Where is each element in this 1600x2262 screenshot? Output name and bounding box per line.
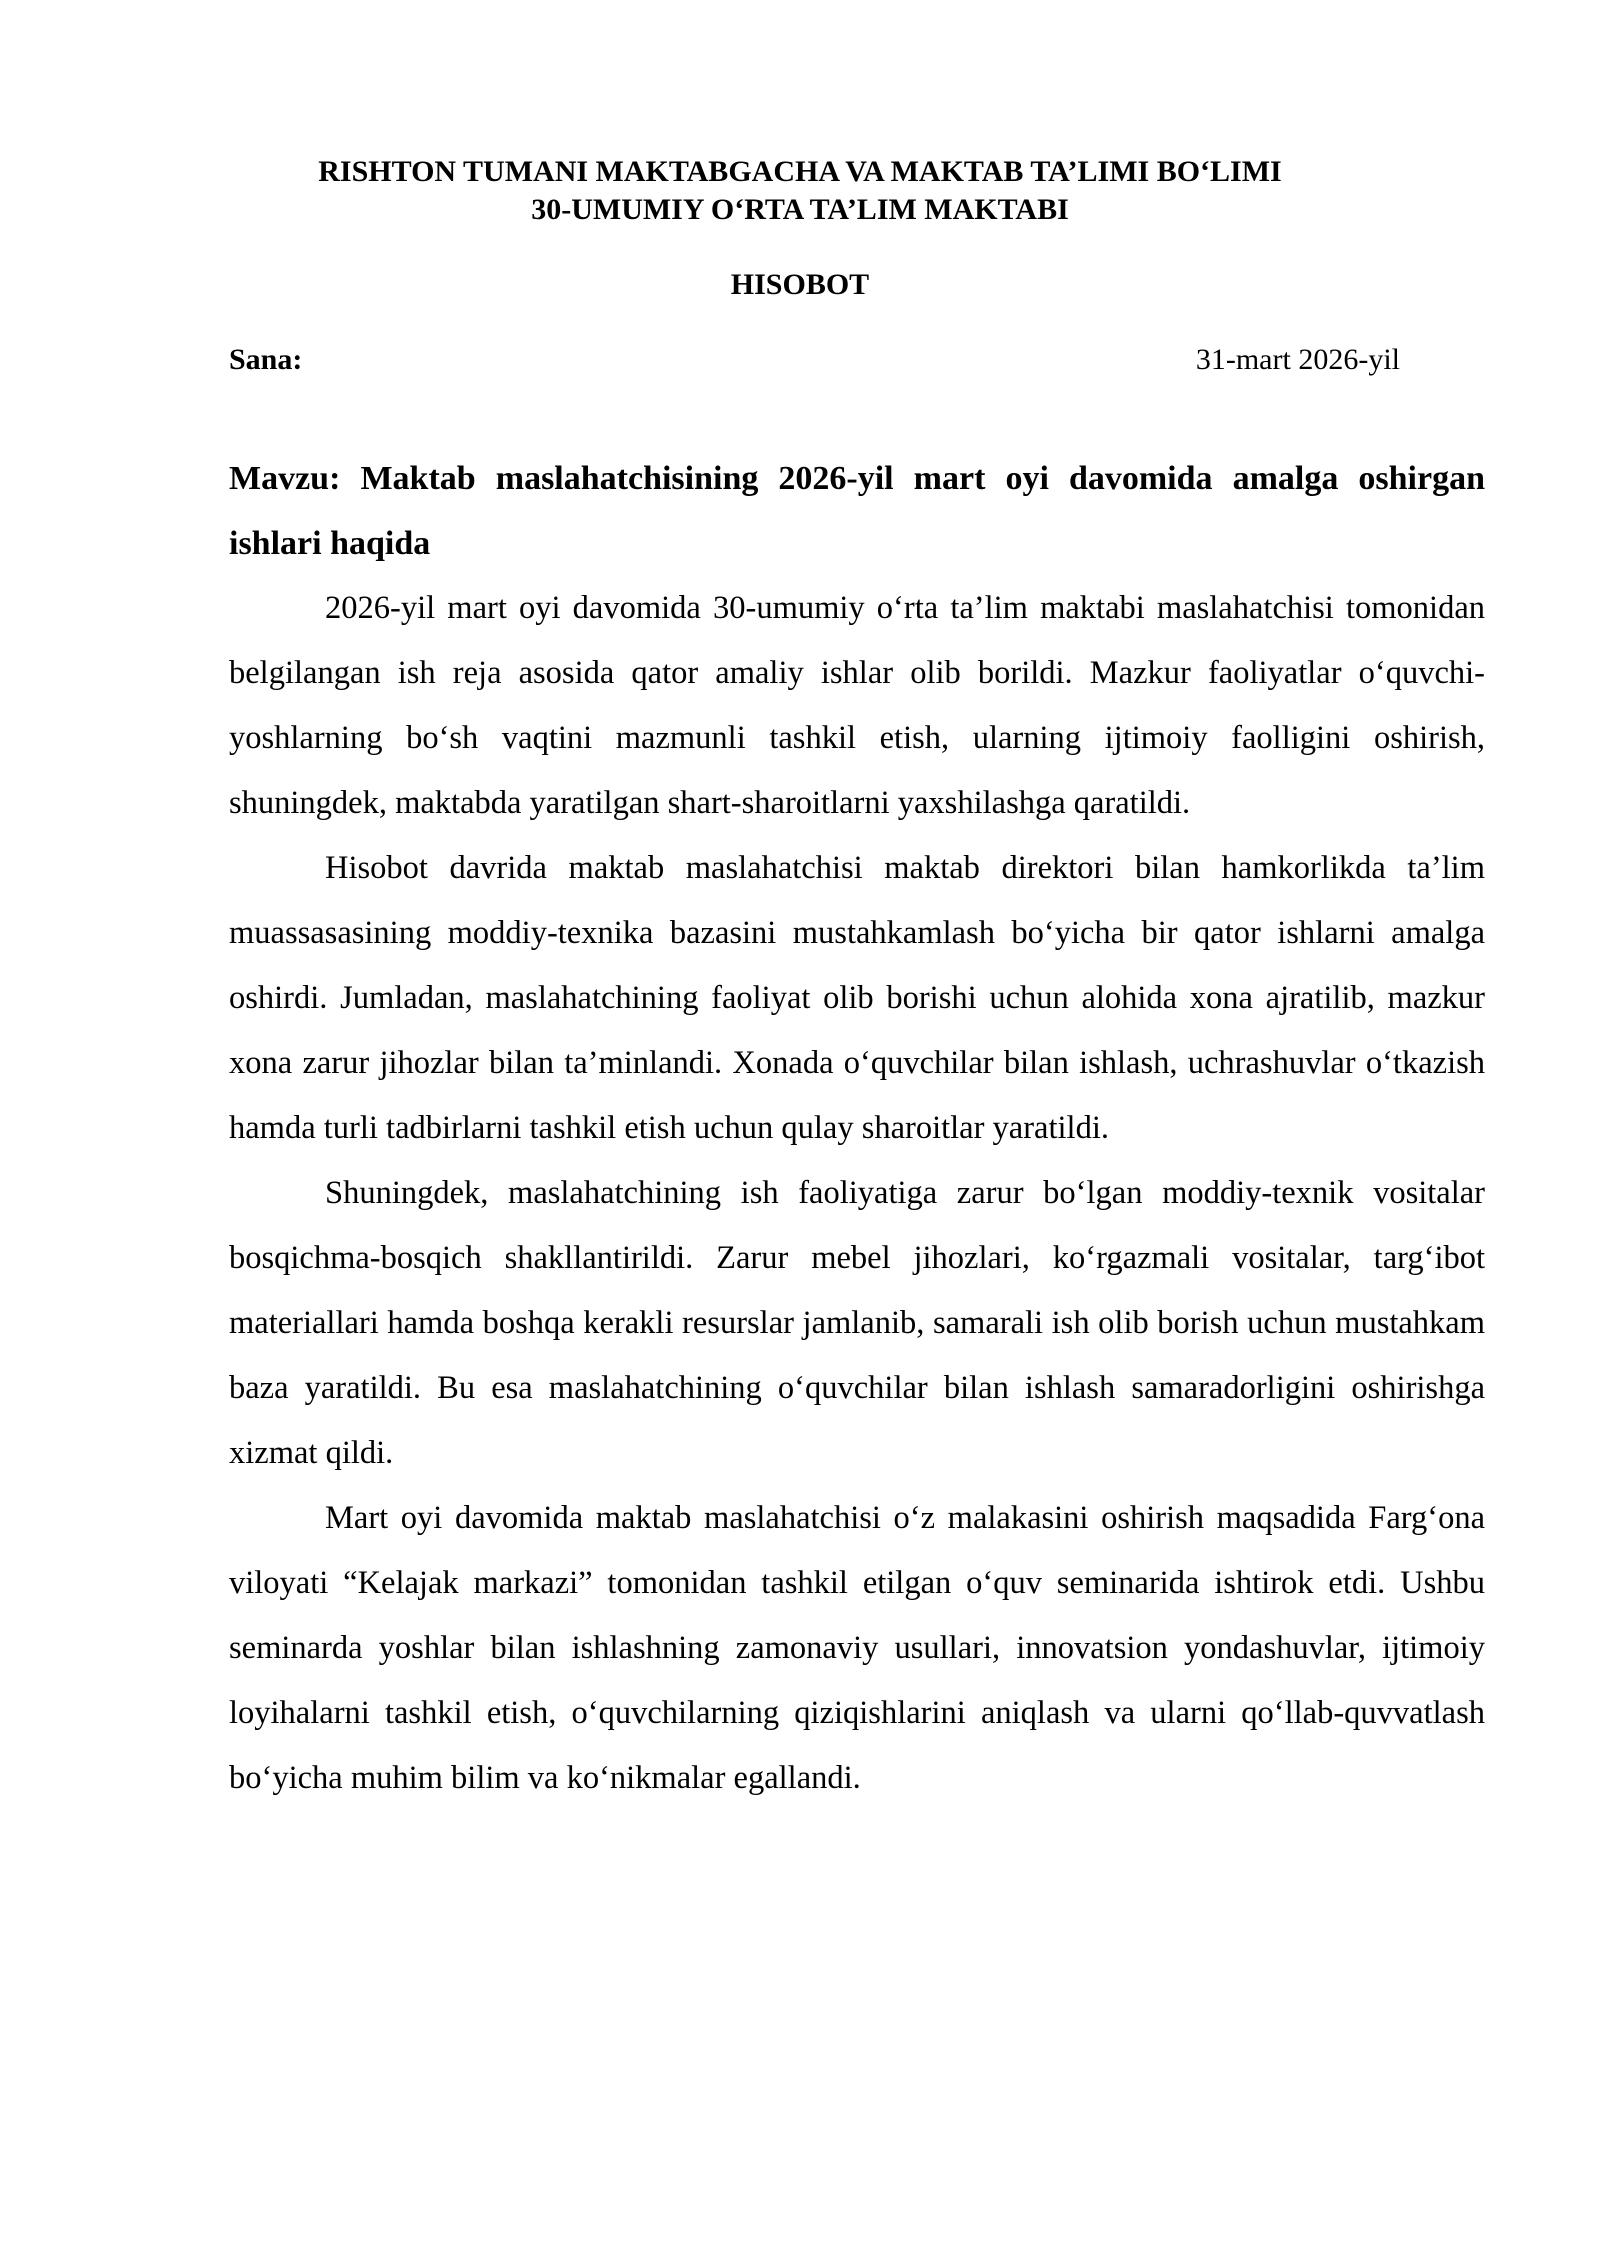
header-school-line: 30-UMUMIY O‘RTA TA’LIM MAKTABI <box>531 193 1069 226</box>
document-body <box>229 446 1485 1811</box>
date-value: 31-mart 2026-yil <box>1195 343 1400 376</box>
paragraph-3: Shuningdek, maslahatchining ish faoliyatiga zarur bo‘lgan moddiy-texnik vositalar bosqichma-bosqich shakllantirildi. Zarur mebel jihozlari, ko‘rgazmali vositalar, targ‘ibot materiallari hamda boshqa kerakli resurslar jamlanib, samarali ish olib borish uchun mustahkam baza yaratildi. Bu esa maslahatchining o‘quvchilar bilan ishlash samaradorligini oshirishga xizmat qildi. <box>229 1175 1485 1471</box>
document-header <box>229 153 1371 229</box>
document-title: HISOBOT <box>730 268 870 301</box>
header-institution-line: RISHTON TUMANI MAKTABGACHA VA MAKTAB TA’LIMI BO‘LIMI <box>318 155 1282 188</box>
topic-heading: Mavzu: Maktab maslahatchisining 2026-yil mart oyi davomida amalga oshirgan ishlari haqida <box>229 460 1485 562</box>
paragraph-1: 2026-yil mart oyi davomida 30-umumiy o‘rta ta’lim maktabi maslahatchisi tomonidan belgilangan ish reja asosida qator amaliy ishlar olib borildi. Mazkur faoliyatlar o‘quvchi-yoshlarning bo‘sh vaqtini mazmunli tashkil etish, ularning ijtimoiy faolligini oshirish, shuningdek, maktabda yaratilgan shart-sharoitlarni yaxshilashga qaratildi. <box>229 590 1485 821</box>
paragraph-2: Hisobot davrida maktab maslahatchisi maktab direktori bilan hamkorlikda ta’lim muassasasining moddiy-texnika bazasini mustahkamlash bo‘yicha bir qator ishlarni amalga oshirdi. Jumladan, maslahatchining faoliyat olib borishi uchun alohida xona ajratilib, mazkur xona zarur jihozlar bilan ta’minlandi. Xonada o‘quvchilar bilan ishlash, uchrashuvlar o‘tkazish hamda turli tadbirlarni tashkil etish uchun qulay sharoitlar yaratildi. <box>229 850 1485 1146</box>
date-row <box>229 340 1400 380</box>
date-label: Sana: <box>229 343 303 376</box>
paragraph-4: Mart oyi davomida maktab maslahatchisi o‘z malakasini oshirish maqsadida Farg‘ona viloyati “Kelajak markazi” tomonidan tashkil etilgan o‘quv seminarida ishtirok etdi. Ushbu seminarda yoshlar bilan ishlashning zamonaviy usullari, innovatsion yondashuvlar, ijtimoiy loyihalarni tashkil etish, o‘quvchilarning qiziqishlarini aniqlash va ularni qo‘llab-quvvatlash bo‘yicha muhim bilim va ko‘nikmalar egallandi. <box>229 1500 1485 1796</box>
